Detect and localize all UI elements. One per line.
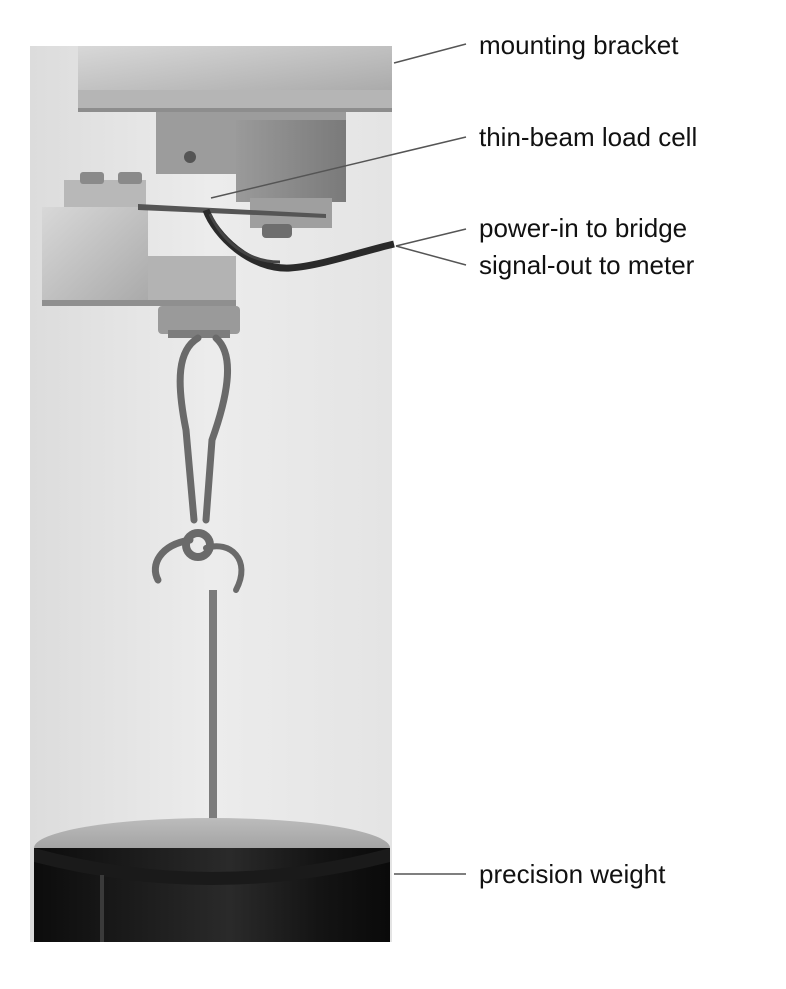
label-power-in: power-in to bridge bbox=[479, 213, 688, 243]
leader-mounting-bracket bbox=[394, 44, 466, 63]
label-mounting-bracket: mounting bracket bbox=[479, 30, 679, 60]
label-precision-weight: precision weight bbox=[479, 859, 666, 889]
leader-power-in bbox=[396, 229, 466, 246]
hex-nut bbox=[158, 306, 240, 334]
hook-rod bbox=[209, 590, 217, 858]
leader-signal-out bbox=[396, 246, 466, 265]
precision-weight bbox=[34, 818, 390, 942]
label-load-cell: thin-beam load cell bbox=[479, 122, 698, 152]
label-signal-out: signal-out to meter bbox=[479, 250, 695, 280]
